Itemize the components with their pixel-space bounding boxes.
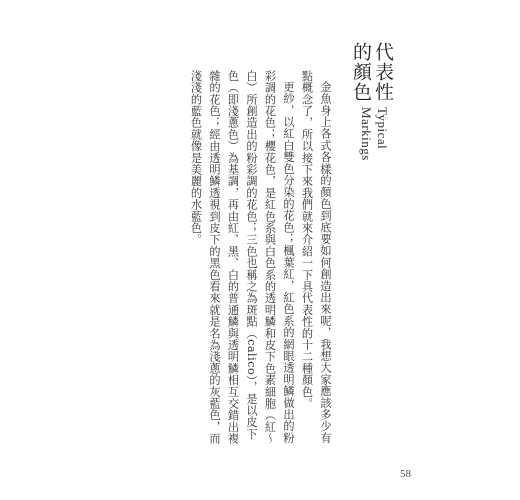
section-heading	[350, 42, 394, 162]
paragraph-colors: 更紗，以紅白雙色分染的花色；楓葉紅，紅色系的網眼透明鱗做出的粉彩調的花色；櫻花色，是紅色系與白色系的透明鱗和皮下色素細胞（紅〜白）所創造出的粉彩調的花色；三色也稱之為斑點（calico），是以皮下色（即淺蔥色）為基調，再由紅、黑、白的普通鱗與透明鱗相互交錯出複雜的花色；經由透明鱗透視到皮下的黑色看來就是名為淺蔥的灰藍色，而淺淺的藍色就像是美麗的水藍色。	[189, 70, 295, 445]
body-text	[142, 70, 334, 450]
section-title-english: Typical Markings	[359, 107, 390, 162]
paragraph-intro: 金魚身上各式各樣的顏色到底要如何創造出來呢，我想大家應該多少有點概念了，所以接下來我們就來介紹一下具代表性的十二種顏色。	[300, 70, 332, 444]
section-title-chinese: 代表性的顏色	[350, 42, 394, 102]
page-number: 58	[400, 468, 411, 480]
